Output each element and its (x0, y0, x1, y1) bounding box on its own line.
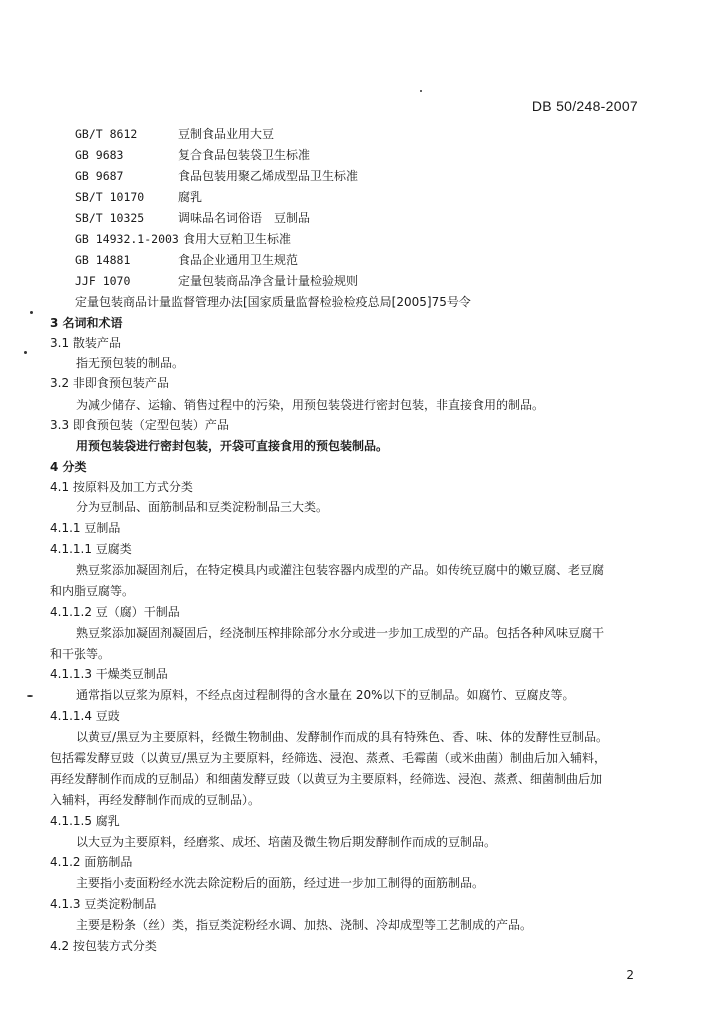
clause-heading: 4.2 按包装方式分类 (50, 939, 157, 953)
reference-regulation: 定量包装商品计量监督管理办法[国家质量监督检验检疫总局[2005]75号令 (75, 295, 471, 309)
reference-title: 食用大豆粕卫生标准 (183, 232, 292, 246)
normative-references (75, 124, 359, 292)
clause-heading: 3.3 即食预包装（定型包装）产品 (50, 418, 229, 432)
scan-speck (24, 351, 27, 354)
clause-heading: 4.1.1.4 豆豉 (50, 709, 120, 723)
clause-heading: 4.1.1.5 腐乳 (50, 814, 120, 828)
clause-text: 指无预包装的制品。 (76, 356, 185, 370)
reference-title: 腐乳 (178, 190, 203, 204)
clause-heading: 4.1.3 豆类淀粉制品 (50, 897, 157, 911)
scan-speck (30, 311, 33, 314)
reference-title: 食品企业通用卫生规范 (178, 253, 299, 267)
clause-text: 用预包装袋进行密封包装，开袋可直接食用的预包装制品。 (76, 439, 389, 453)
reference-row (75, 229, 292, 250)
reference-row (75, 271, 359, 292)
reference-row (75, 166, 359, 187)
clause-text: 和干张等。 (50, 647, 111, 661)
reference-title: 豆制食品业用大豆 (178, 127, 275, 141)
clause-text: 为减少储存、运输、销售过程中的污染，用预包装袋进行密封包装，非直接食用的制品。 (76, 398, 545, 412)
section-heading: 4 分类 (50, 460, 87, 474)
clause-heading: 4.1.1.3 干燥类豆制品 (50, 667, 168, 681)
clause-text: 以大豆为主要原料，经磨浆、成坯、培菌及微生物后期发酵制作而成的豆制品。 (76, 835, 497, 849)
reference-title: 食品包装用聚乙烯成型品卫生标准 (178, 169, 359, 183)
clause-heading: 4.1.1.2 豆（腐）干制品 (50, 605, 180, 619)
reference-code: GB 9683 (75, 148, 124, 162)
clause-text: 主要是粉条（丝）类，指豆类淀粉经水调、加热、浇制、冷却成型等工艺制成的产品。 (76, 918, 533, 932)
reference-code: GB 14932.1-2003 (75, 232, 179, 246)
clause-text: 通常指以豆浆为原料，不经点卤过程制得的含水量在 20%以下的豆制品。如腐竹、豆腐皮等。 (76, 688, 575, 702)
reference-row (75, 145, 311, 166)
reference-code: SB/T 10325 (75, 211, 145, 225)
reference-row (75, 124, 275, 145)
clause-heading: 4.1.2 面筋制品 (50, 855, 133, 869)
reference-code: SB/T 10170 (75, 190, 145, 204)
clause-heading: 4.1.1 豆制品 (50, 521, 121, 535)
clause-heading: 3.1 散装产品 (50, 336, 121, 350)
reference-row (75, 208, 311, 229)
clause-text: 以黄豆/黑豆为主要原料，经微生物制曲、发酵制作而成的具有特殊色、香、味、体的发酵性豆制品。 (76, 730, 609, 744)
clause-text: 主要指小麦面粉经水洗去除淀粉后的面筋，经过进一步加工制得的面筋制品。 (76, 876, 485, 890)
reference-title: 定量包装商品净含量计量检验规则 (178, 274, 359, 288)
document-id: DB 50/248-2007 (531, 98, 638, 114)
scan-speck (27, 695, 33, 697)
clause-text: 和内脂豆腐等。 (50, 584, 135, 598)
reference-title: 调味品名词俗语 豆制品 (178, 211, 311, 225)
reference-code: GB 9687 (75, 169, 124, 183)
page-number: 2 (626, 968, 634, 982)
scan-speck (420, 90, 422, 92)
clause-text: 熟豆浆添加凝固剂凝固后，经浇制压榨排除部分水分或进一步加工成型的产品。包括各种风味豆腐干 (76, 626, 605, 640)
reference-code: GB/T 8612 (75, 127, 138, 141)
clause-text: 熟豆浆添加凝固剂后，在特定模具内或灌注包装容器内成型的产品。如传统豆腐中的嫩豆腐、老豆腐 (76, 563, 605, 577)
clause-heading: 3.2 非即食预包装产品 (50, 376, 169, 390)
reference-title: 复合食品包装袋卫生标准 (178, 148, 311, 162)
reference-code: GB 14881 (75, 253, 131, 267)
clause-text: 包括霉发酵豆豉（以黄豆/黑豆为主要原料，经筛选、浸泡、蒸煮、毛霉菌（或米曲菌）制曲后加入辅料， (50, 751, 607, 765)
section-heading: 3 名词和术语 (50, 316, 123, 330)
clause-text: 分为豆制品、面筋制品和豆类淀粉制品三大类。 (76, 500, 329, 514)
reference-row (75, 250, 299, 271)
clause-text: 入辅料，再经发酵制作而成的豆制品）。 (50, 793, 261, 807)
clause-heading: 4.1.1.1 豆腐类 (50, 542, 132, 556)
reference-row (75, 187, 203, 208)
clause-heading: 4.1 按原料及加工方式分类 (50, 480, 193, 494)
clause-text: 再经发酵制作而成的豆制品）和细菌发酵豆豉（以黄豆为主要原料，经筛选、浸泡、蒸煮、细菌制曲后加 (50, 772, 603, 786)
reference-code: JJF 1070 (75, 274, 131, 288)
